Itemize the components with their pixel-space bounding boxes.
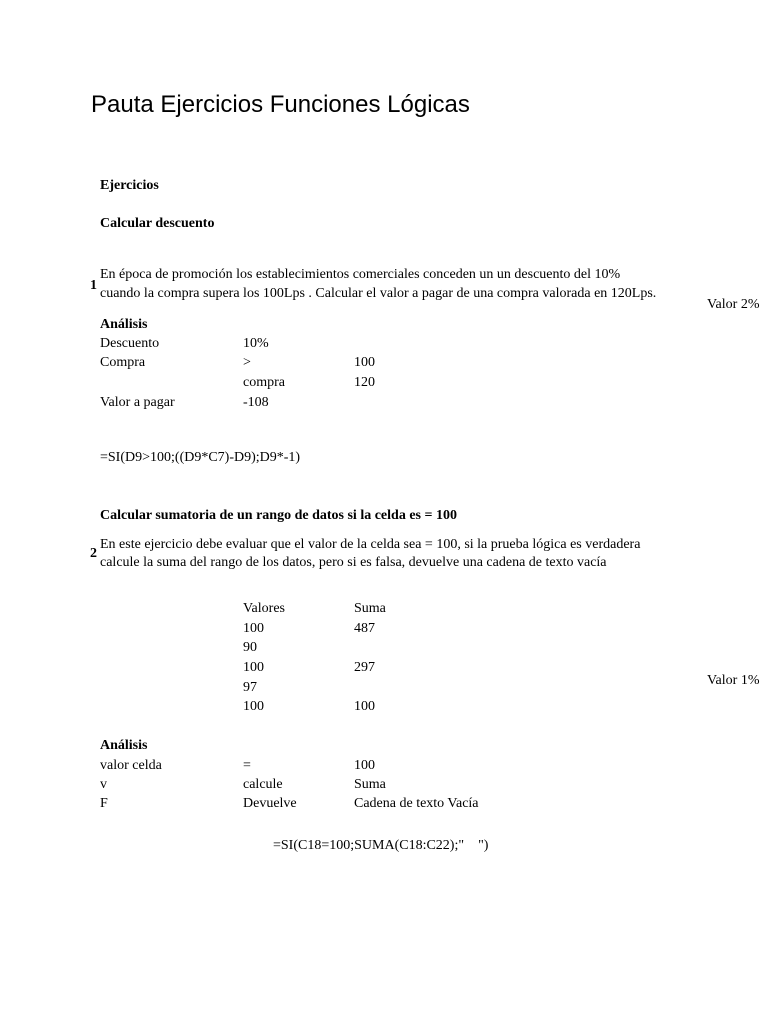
ex2-table-header: Valores [243,601,285,616]
ex2-analysis-label: F [100,796,108,811]
ex1-row-value: -108 [243,395,269,410]
ex2-text-line2: calcule la suma del rango de los datos, pero si es falsa, devuelve una cadena de texto vacía [100,555,607,570]
ex2-text-line1: En este ejercicio debe evaluar que el valor de la celda sea = 100, si la prueba lógica es verdadera [100,537,641,552]
ex2-analysis-result: Cadena de texto Vacía [354,796,479,811]
ex2-analysis-op: calcule [243,777,283,792]
ex2-table-value: 100 [243,621,264,636]
ex2-value-note: Valor 1% [707,673,760,688]
ex2-table-sum: 297 [354,660,375,675]
ex2-analysis-label: valor celda [100,758,162,773]
page-title: Pauta Ejercicios Funciones Lógicas [91,91,470,118]
ex2-analysis-label: v [100,777,107,792]
ex2-analysis-result: Suma [354,777,386,792]
ex2-analysis-title: Análisis [100,738,148,753]
ex2-table-value: 97 [243,680,257,695]
section-heading: Ejercicios [100,178,159,193]
ex2-table-value: 100 [243,660,264,675]
ex1-text-line2: cuando la compra supera los 100Lps . Calcular el valor a pagar de una compra valorada en 120Lps. [100,286,657,301]
ex1-row-label: Valor a pagar [100,395,175,410]
ex2-table-sum: 100 [354,699,375,714]
ex1-row-value: compra [243,375,285,390]
ex1-row-value: > [243,355,251,370]
ex2-number: 2 [90,546,97,561]
ex1-row-label: Descuento [100,336,160,351]
ex2-heading: Calcular sumatoria de un rango de datos si la celda es = 100 [100,508,457,523]
ex2-formula: =SI(C18=100;SUMA(C18:C22);" ") [273,838,489,853]
ex1-analysis-title: Análisis [100,317,148,332]
ex2-analysis-op: = [243,758,251,773]
ex2-table-value: 90 [243,640,257,655]
ex1-text-line1: En época de promoción los establecimientos comerciales conceden un un descuento del 10% [100,267,621,282]
ex1-row-value: 10% [243,336,269,351]
ex1-number: 1 [90,278,97,293]
ex1-formula: =SI(D9>100;((D9*C7)-D9);D9*-1) [100,450,301,465]
ex2-analysis-result: 100 [354,758,375,773]
ex2-table-value: 100 [243,699,264,714]
ex1-row-extra: 120 [354,375,375,390]
ex1-row-extra: 100 [354,355,375,370]
ex2-analysis-op: Devuelve [243,796,297,811]
ex2-table-header: Suma [354,601,386,616]
ex1-row-label: Compra [100,355,146,370]
ex1-value-note: Valor 2% [707,297,760,312]
ex2-table-sum: 487 [354,621,375,636]
ex1-heading: Calcular descuento [100,216,215,231]
